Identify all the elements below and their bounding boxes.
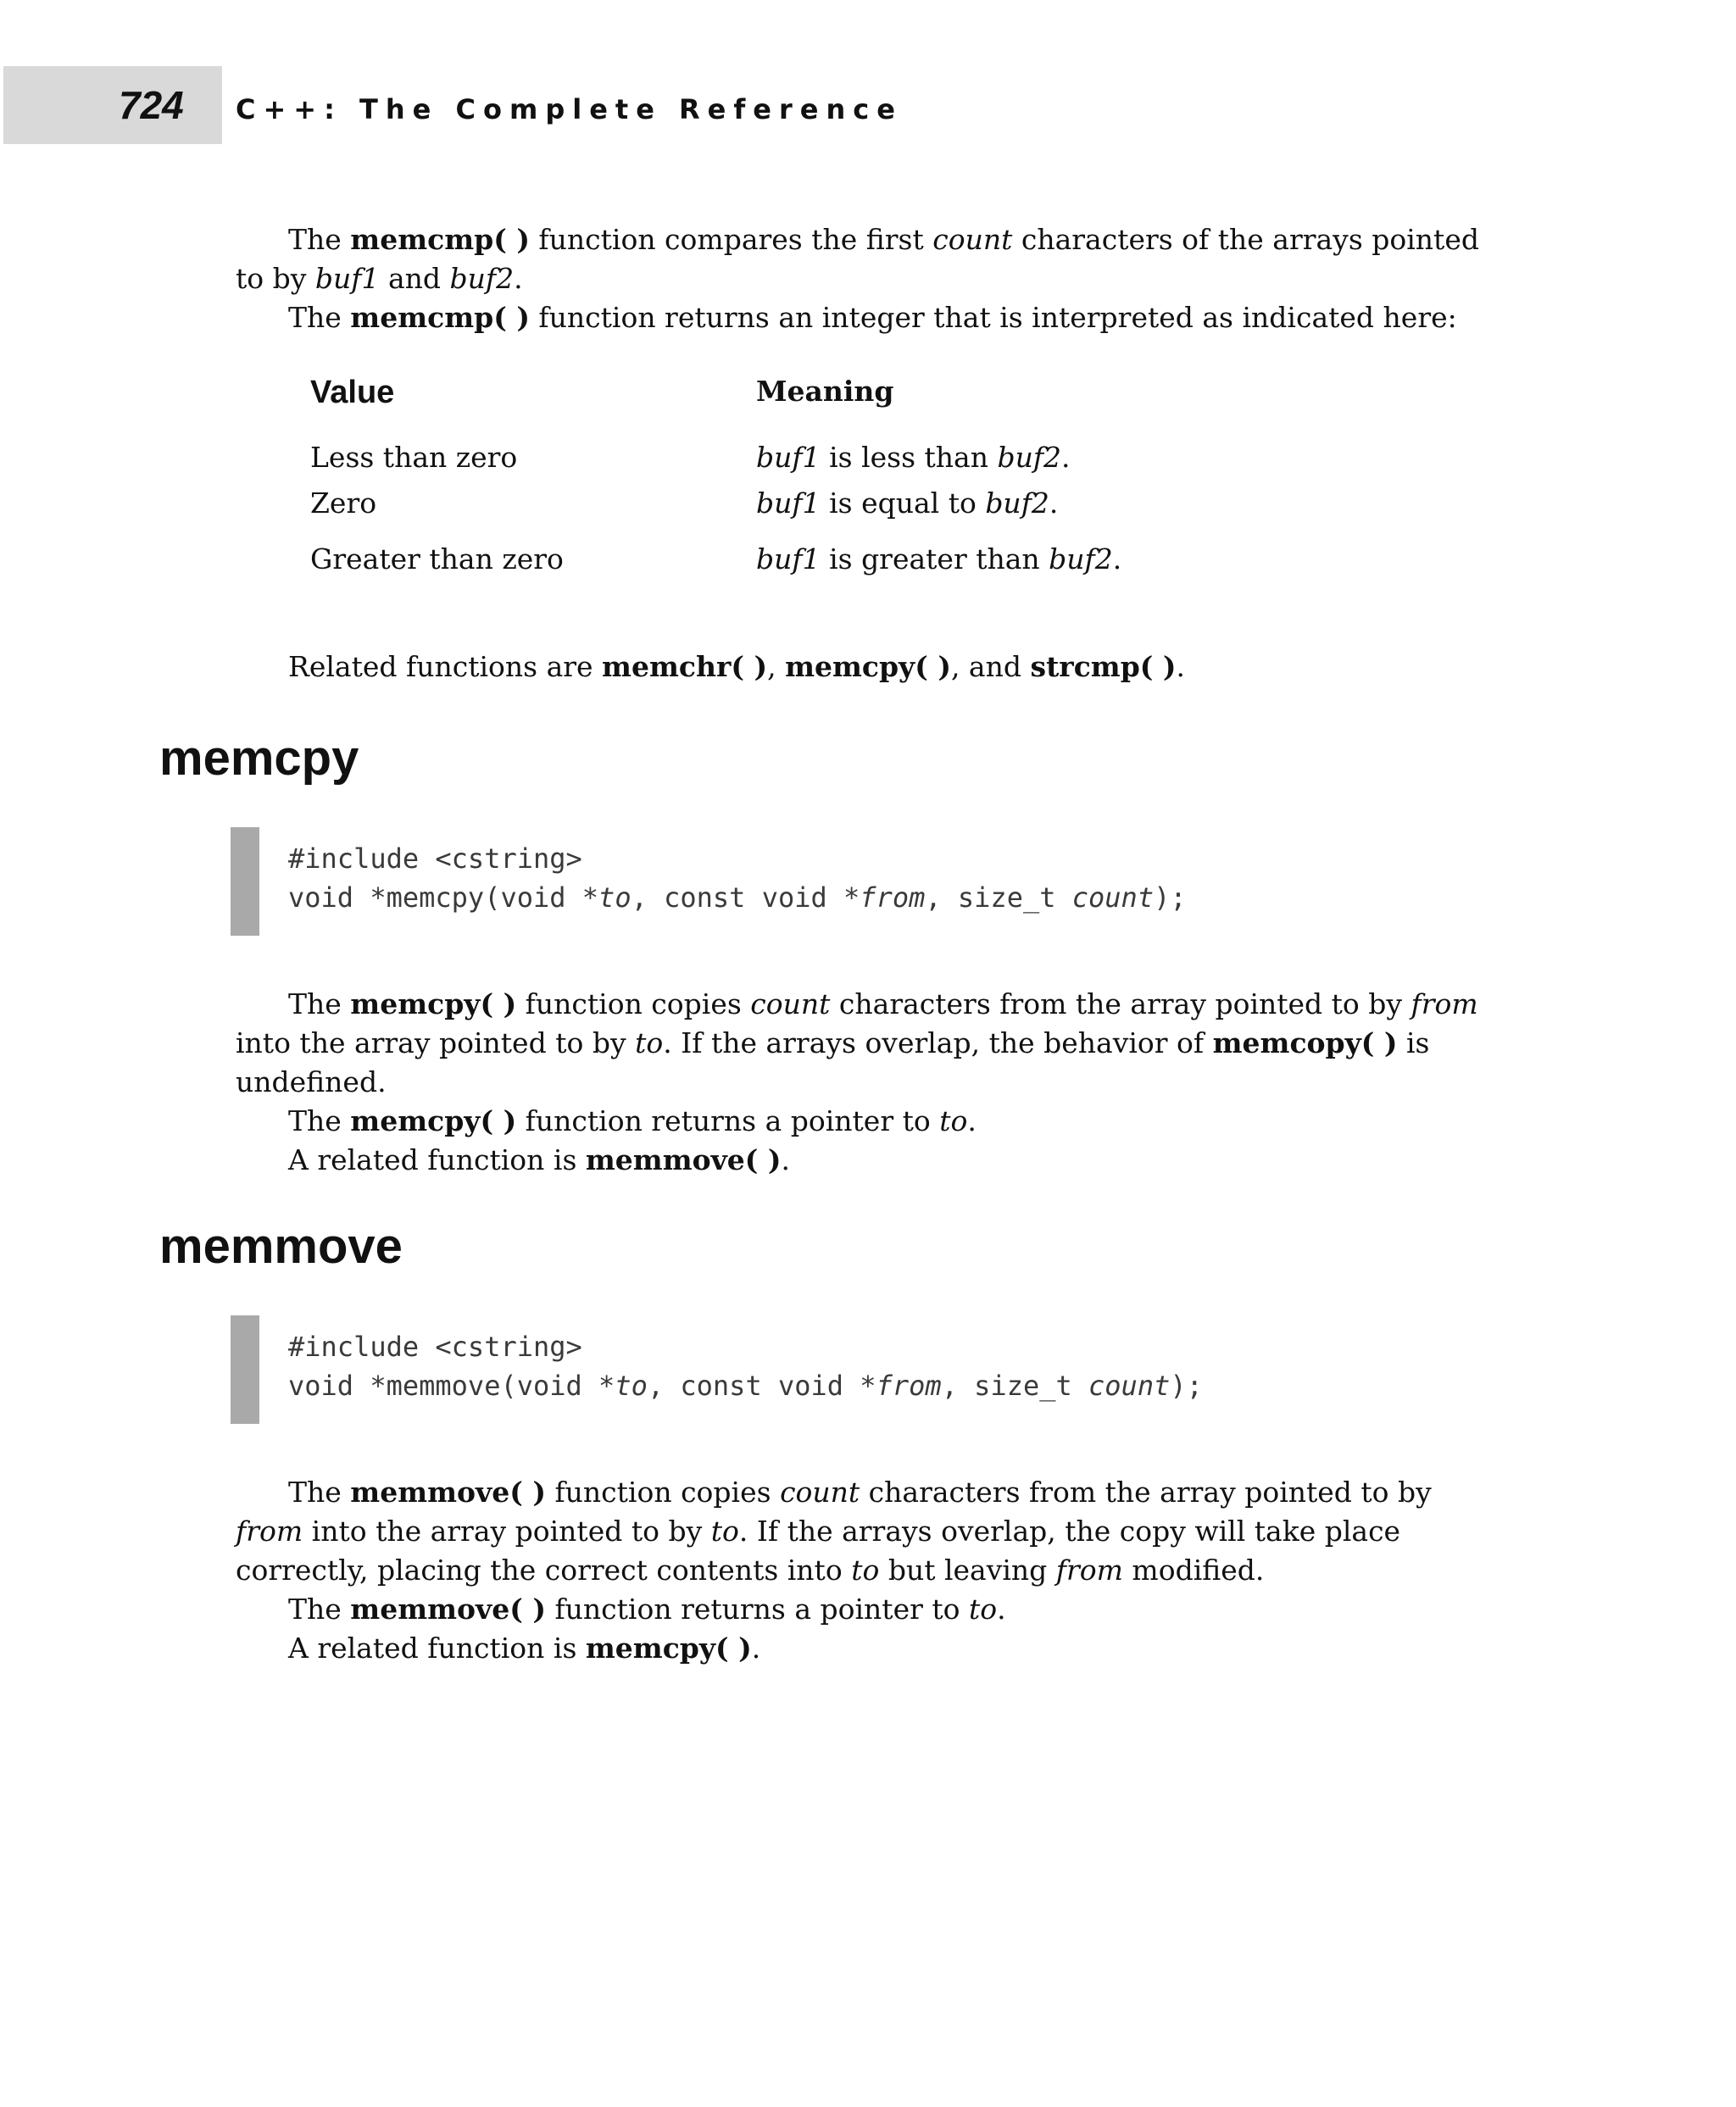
paragraph: The memmove( ) function copies count characters from the array pointed to by from into the array pointed to by to. If the arrays overlap, the copy will take place correctly, placing the correct contents into to but leaving from modified. <box>236 1476 1432 1587</box>
page-number: 724 <box>119 83 184 127</box>
table-row <box>310 542 1327 598</box>
memcmp-related <box>236 648 1490 687</box>
value-cell: Greater than zero <box>310 542 564 575</box>
paragraph: A related function is memmove( ). <box>288 1143 791 1176</box>
table-header-row <box>310 375 1327 431</box>
paragraph: The memcmp( ) function compares the first count characters of the arrays pointed to by buf1 and buf2. <box>236 223 1479 295</box>
function-name: memcpy( ) <box>585 1632 752 1665</box>
paragraph: The memcmp( ) function returns an integer that is interpreted as indicated here: <box>288 301 1457 334</box>
code-line: void *memmove(void *to, const void *from, size_t count); <box>288 1370 1203 1402</box>
meaning-cell: buf1 is less than buf2. <box>756 441 1071 474</box>
table-row <box>310 486 1327 542</box>
memmove-code-block <box>231 1315 1502 1424</box>
function-name: memcpy( ) <box>785 650 951 683</box>
page-header-tab <box>3 66 222 144</box>
memmove-heading: memmove <box>159 1219 403 1274</box>
memcpy-heading: memcpy <box>159 731 359 786</box>
function-name: memmove( ) <box>585 1143 782 1176</box>
running-title: C++: The Complete Reference <box>236 93 903 125</box>
function-name: memmove( ) <box>350 1593 546 1626</box>
function-name: strcmp( ) <box>1030 650 1177 683</box>
meaning-cell: buf1 is equal to buf2. <box>756 486 1059 520</box>
value-cell: Zero <box>310 486 377 520</box>
code-lines <box>288 839 1187 917</box>
parameter-name: buf1 <box>314 262 380 295</box>
value-cell: Less than zero <box>310 441 518 474</box>
function-name: memcmp( ) <box>350 223 530 256</box>
memmove-description <box>236 1473 1490 1668</box>
function-name: memcmp( ) <box>350 301 530 334</box>
function-name: memcopy( ) <box>1212 1026 1398 1059</box>
return-value-table <box>310 375 1327 598</box>
code-line: void *memcpy(void *to, const void *from, size_t count); <box>288 881 1187 914</box>
function-name: memcpy( ) <box>350 1104 517 1137</box>
code-lines <box>288 1327 1203 1405</box>
parameter-name: count <box>932 223 1013 256</box>
parameter-name: buf2 <box>449 262 515 295</box>
paragraph: Related functions are memchr( ), memcpy( ), and strcmp( ). <box>288 650 1185 683</box>
function-name: memmove( ) <box>350 1476 546 1509</box>
code-bar <box>231 1315 259 1424</box>
paragraph: The memcpy( ) function returns a pointer to to. <box>288 1104 976 1137</box>
function-name: memchr( ) <box>602 650 768 683</box>
meaning-cell: buf1 is greater than buf2. <box>756 542 1122 575</box>
paragraph: A related function is memcpy( ). <box>288 1632 761 1665</box>
memcpy-code-block <box>231 827 1502 936</box>
code-line: #include <cstring> <box>288 842 582 875</box>
value-column-header: Value <box>310 375 395 410</box>
paragraph: The memcpy( ) function copies count characters from the array pointed to by from into the array pointed to by to. If the arrays overlap, the behavior of memcopy( ) is undefined. <box>236 987 1478 1098</box>
code-line: #include <cstring> <box>288 1331 582 1363</box>
memcpy-description <box>236 985 1490 1180</box>
memcmp-description <box>236 220 1490 337</box>
function-name: memcpy( ) <box>350 987 517 1020</box>
code-bar <box>231 827 259 936</box>
meaning-column-header: Meaning <box>756 375 894 408</box>
paragraph: The memmove( ) function returns a pointer to to. <box>288 1593 1006 1626</box>
